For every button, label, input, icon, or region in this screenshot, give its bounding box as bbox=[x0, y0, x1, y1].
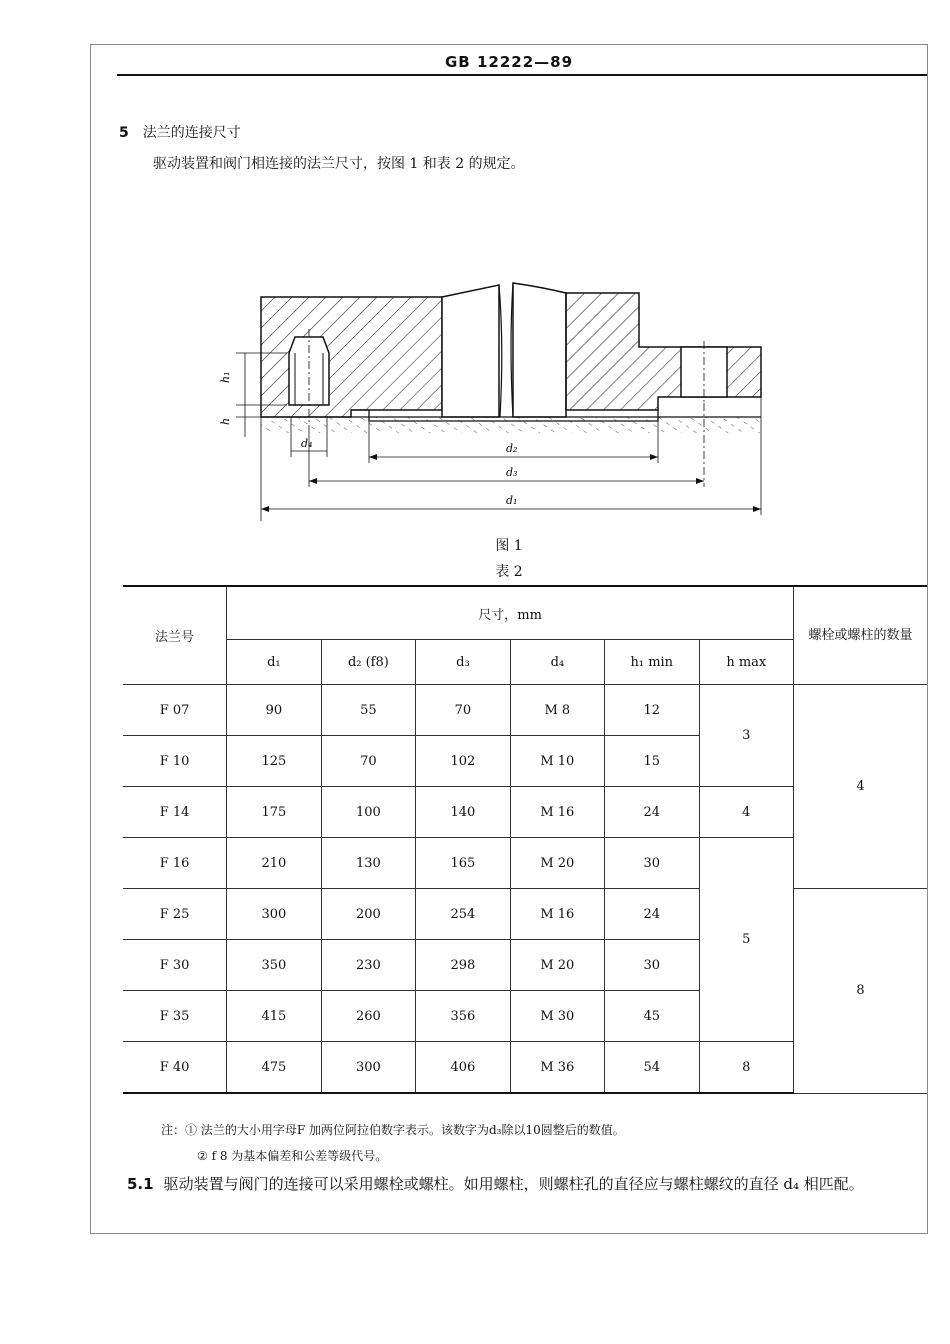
cell-d1: 475 bbox=[227, 1042, 322, 1094]
header-bolt-count: 螺栓或螺柱的数量 bbox=[794, 586, 927, 685]
header-h1min: h₁ min bbox=[605, 640, 700, 685]
cell-d1: 125 bbox=[227, 736, 322, 787]
cell-d3: 356 bbox=[416, 991, 511, 1042]
flange-body-right bbox=[566, 293, 761, 410]
cell-d3: 254 bbox=[416, 889, 511, 940]
section-title: 法兰的连接尺寸 bbox=[142, 125, 241, 141]
cell-d4: M 36 bbox=[510, 1042, 604, 1094]
section-heading bbox=[119, 122, 241, 142]
cell-d1: 90 bbox=[227, 685, 322, 736]
label-h1: h₁ bbox=[219, 371, 232, 383]
clause-5-1 bbox=[127, 1169, 917, 1199]
cell-h1min: 15 bbox=[605, 736, 700, 787]
header-d2: d₂ (f8) bbox=[321, 640, 416, 685]
standard-header: GB 12222—89 bbox=[444, 53, 574, 71]
cell-flange: F 10 bbox=[123, 736, 227, 787]
table-notes bbox=[161, 1117, 625, 1169]
cell-d2: 260 bbox=[321, 991, 416, 1042]
notes-prefix: 注： bbox=[161, 1123, 186, 1137]
clause-number: 5.1 bbox=[127, 1175, 154, 1193]
cell-bolts: 8 bbox=[794, 889, 927, 1094]
header-flange: 法兰号 bbox=[123, 586, 227, 685]
header-rule bbox=[117, 74, 927, 76]
cell-d3: 165 bbox=[416, 838, 511, 889]
label-d2: d₂ bbox=[506, 442, 518, 455]
flange-drawing-svg bbox=[211, 225, 771, 535]
table-row bbox=[123, 685, 927, 736]
cell-d4: M 20 bbox=[510, 940, 604, 991]
cell-h1min: 54 bbox=[605, 1042, 700, 1094]
header-d4: d₄ bbox=[510, 640, 604, 685]
cell-d4: M 16 bbox=[510, 889, 604, 940]
cell-d1: 415 bbox=[227, 991, 322, 1042]
cell-flange: F 30 bbox=[123, 940, 227, 991]
cell-d3: 406 bbox=[416, 1042, 511, 1094]
cell-d3: 298 bbox=[416, 940, 511, 991]
cell-h1min: 45 bbox=[605, 991, 700, 1042]
note-1: ① 法兰的大小用字母F 加两位阿拉伯数字表示。该数字为d₃除以10圆整后的数值。 bbox=[185, 1123, 625, 1137]
cell-bolts: 4 bbox=[794, 685, 927, 889]
cell-d2: 230 bbox=[321, 940, 416, 991]
cell-d4: M 16 bbox=[510, 787, 604, 838]
cell-d4: M 10 bbox=[510, 736, 604, 787]
section-number: 5 bbox=[119, 125, 129, 141]
cell-d2: 300 bbox=[321, 1042, 416, 1094]
cell-hmax: 5 bbox=[699, 838, 794, 1042]
cell-d2: 130 bbox=[321, 838, 416, 889]
table-caption: 表 2 bbox=[495, 564, 523, 580]
note-2: ② f 8 为基本偏差和公差等级代号。 bbox=[197, 1149, 388, 1163]
cell-hmax: 3 bbox=[699, 685, 794, 787]
header-d3: d₃ bbox=[416, 640, 511, 685]
cell-d1: 300 bbox=[227, 889, 322, 940]
flange-table bbox=[123, 585, 927, 1094]
cell-h1min: 30 bbox=[605, 838, 700, 889]
cell-flange: F 07 bbox=[123, 685, 227, 736]
flange-drawing bbox=[211, 225, 771, 539]
cell-flange: F 16 bbox=[123, 838, 227, 889]
cell-d3: 70 bbox=[416, 685, 511, 736]
cell-d1: 350 bbox=[227, 940, 322, 991]
cell-h1min: 24 bbox=[605, 787, 700, 838]
cell-d4: M 20 bbox=[510, 838, 604, 889]
document-page bbox=[90, 44, 928, 1234]
cell-flange: F 40 bbox=[123, 1042, 227, 1094]
cell-d1: 210 bbox=[227, 838, 322, 889]
figure-caption: 图 1 bbox=[495, 538, 523, 554]
cell-flange: F 35 bbox=[123, 991, 227, 1042]
clause-text: 驱动装置与阀门的连接可以采用螺栓或螺柱。如用螺柱，则螺柱孔的直径应与螺柱螺纹的直径 d₄ 相匹配。 bbox=[163, 1175, 864, 1193]
cell-flange: F 14 bbox=[123, 787, 227, 838]
header-size-group: 尺寸，mm bbox=[227, 586, 794, 640]
cell-h1min: 12 bbox=[605, 685, 700, 736]
cell-hmax: 4 bbox=[699, 787, 794, 838]
cell-hmax: 8 bbox=[699, 1042, 794, 1094]
cell-d2: 100 bbox=[321, 787, 416, 838]
cell-d1: 175 bbox=[227, 787, 322, 838]
label-h: h bbox=[219, 417, 232, 425]
cell-d2: 70 bbox=[321, 736, 416, 787]
table-row bbox=[123, 889, 927, 940]
header-d1: d₁ bbox=[227, 640, 322, 685]
cell-d3: 102 bbox=[416, 736, 511, 787]
cell-flange: F 25 bbox=[123, 889, 227, 940]
cell-d2: 200 bbox=[321, 889, 416, 940]
intro-paragraph: 驱动装置和阀门相连接的法兰尺寸，按图 1 和表 2 的规定。 bbox=[153, 156, 525, 172]
cell-d2: 55 bbox=[321, 685, 416, 736]
cell-d4: M 30 bbox=[510, 991, 604, 1042]
label-d3: d₃ bbox=[506, 466, 518, 479]
label-d4: d₄ bbox=[301, 437, 313, 450]
cell-d4: M 8 bbox=[510, 685, 604, 736]
header-hmax: h max bbox=[699, 640, 794, 685]
flange-body-left bbox=[261, 297, 442, 417]
cell-h1min: 30 bbox=[605, 940, 700, 991]
cell-h1min: 24 bbox=[605, 889, 700, 940]
label-d1: d₁ bbox=[506, 494, 518, 507]
cell-d3: 140 bbox=[416, 787, 511, 838]
